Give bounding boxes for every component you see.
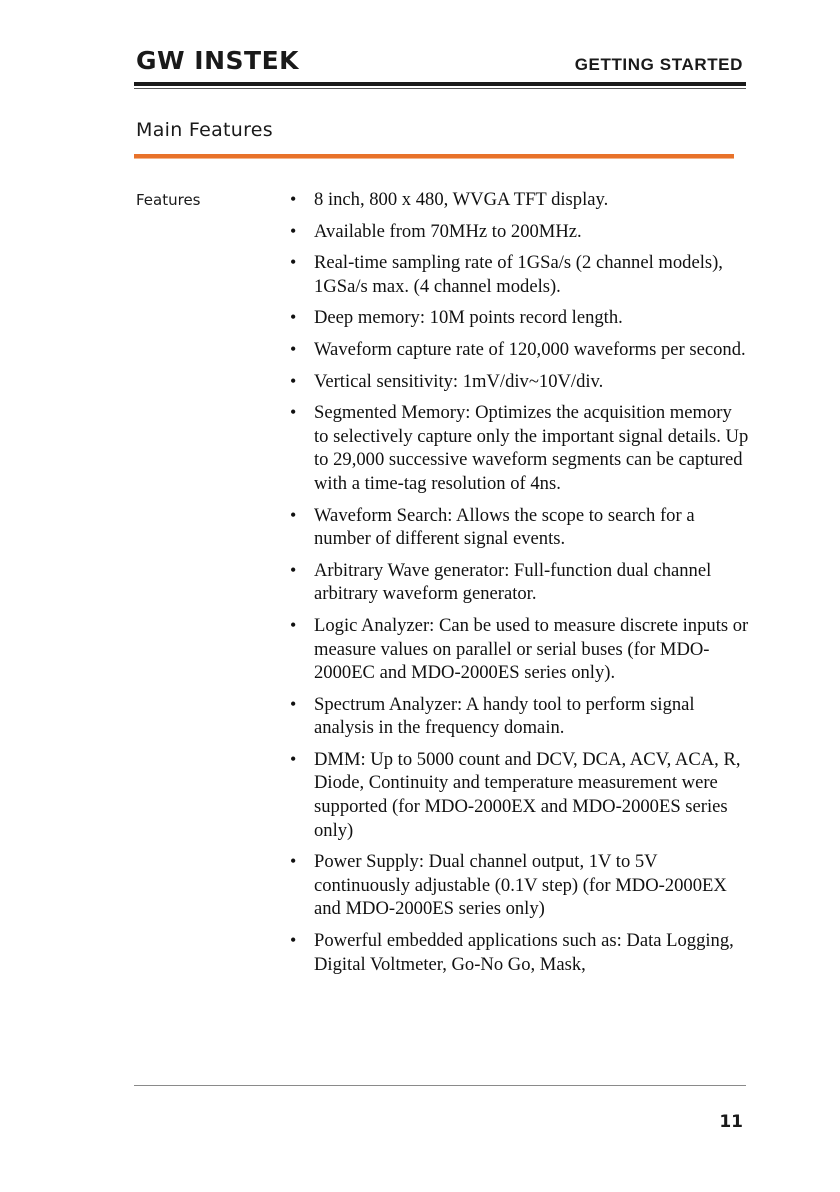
- bullet-icon: •: [290, 614, 297, 635]
- feature-item: [290, 850, 750, 921]
- feature-text: Segmented Memory: Optimizes the acquisition memory to selectively capture only the important signal details. Up to 29,000 successive waveform segments can be captured with a time-tag resolution of 4ns.: [314, 402, 749, 494]
- bullet-icon: •: [290, 402, 297, 423]
- feature-item: [290, 748, 750, 842]
- bullet-icon: •: [290, 338, 297, 359]
- feature-list: [290, 188, 750, 984]
- feature-item: [290, 251, 750, 298]
- feature-text: 8 inch, 800 x 480, WVGA TFT display.: [314, 189, 609, 210]
- feature-text: Deep memory: 10M points record length.: [314, 307, 623, 329]
- feature-item: [290, 559, 750, 606]
- bullet-icon: •: [290, 189, 297, 209]
- bullet-icon: •: [290, 504, 297, 525]
- footer-rule: [134, 1085, 746, 1086]
- section-header: GETTING STARTED: [574, 55, 743, 74]
- page-number: 11: [719, 1112, 743, 1132]
- feature-text: Waveform capture rate of 120,000 waveforms per second.: [314, 338, 746, 360]
- bullet-icon: •: [290, 693, 297, 714]
- bullet-icon: •: [290, 307, 297, 328]
- feature-item: [290, 220, 750, 244]
- gw-instek-logo: GW INSTEK: [136, 46, 300, 75]
- bullet-icon: •: [290, 252, 297, 273]
- feature-text: Power Supply: Dual channel output, 1V to 5V continuously adjustable (0.1V step) (for MDO-2000EX and MDO-2000ES series only): [314, 851, 727, 920]
- feature-item: [290, 929, 750, 976]
- feature-item: [290, 693, 750, 740]
- bullet-icon: •: [290, 851, 297, 872]
- feature-text: Real-time sampling rate of 1GSa/s (2 channel models), 1GSa/s max. (4 channel models).: [314, 252, 723, 297]
- feature-item: [290, 401, 750, 495]
- feature-item: [290, 614, 750, 685]
- feature-item: [290, 370, 750, 394]
- feature-text: Spectrum Analyzer: A handy tool to perform signal analysis in the frequency domain.: [314, 693, 695, 739]
- bullet-icon: •: [290, 748, 297, 769]
- feature-item: [290, 188, 750, 212]
- bullet-icon: •: [290, 220, 297, 241]
- feature-text: Waveform Search: Allows the scope to search for a number of different signal events.: [314, 504, 695, 550]
- header-rule: [134, 82, 746, 86]
- bullet-icon: •: [290, 370, 297, 391]
- title-underline: [134, 154, 734, 159]
- header-rule-thin: [134, 88, 746, 89]
- bullet-icon: •: [290, 930, 297, 951]
- bullet-icon: •: [290, 559, 297, 580]
- page-title: Main Features: [136, 119, 273, 141]
- feature-text: Powerful embedded applications such as: Data Logging, Digital Voltmeter, Go-No Go, Mask,: [314, 930, 734, 975]
- features-side-label: Features: [136, 191, 201, 209]
- feature-item: [290, 338, 750, 362]
- feature-text: Arbitrary Wave generator: Full-function dual channel arbitrary waveform generator.: [314, 559, 712, 605]
- feature-text: Vertical sensitivity: 1mV/div~10V/div.: [314, 370, 604, 392]
- feature-text: DMM: Up to 5000 count and DCV, DCA, ACV, ACA, R, Diode, Continuity and temperature measurement were supported (for MDO-2000EX and MDO-2000ES series only): [314, 748, 741, 841]
- feature-item: [290, 504, 750, 551]
- feature-item: [290, 306, 750, 330]
- feature-text: Available from 70MHz to 200MHz.: [314, 220, 582, 242]
- feature-text: Logic Analyzer: Can be used to measure discrete inputs or measure values on parallel or serial buses (for MDO-2000EC and MDO-2000ES series only).: [314, 614, 749, 684]
